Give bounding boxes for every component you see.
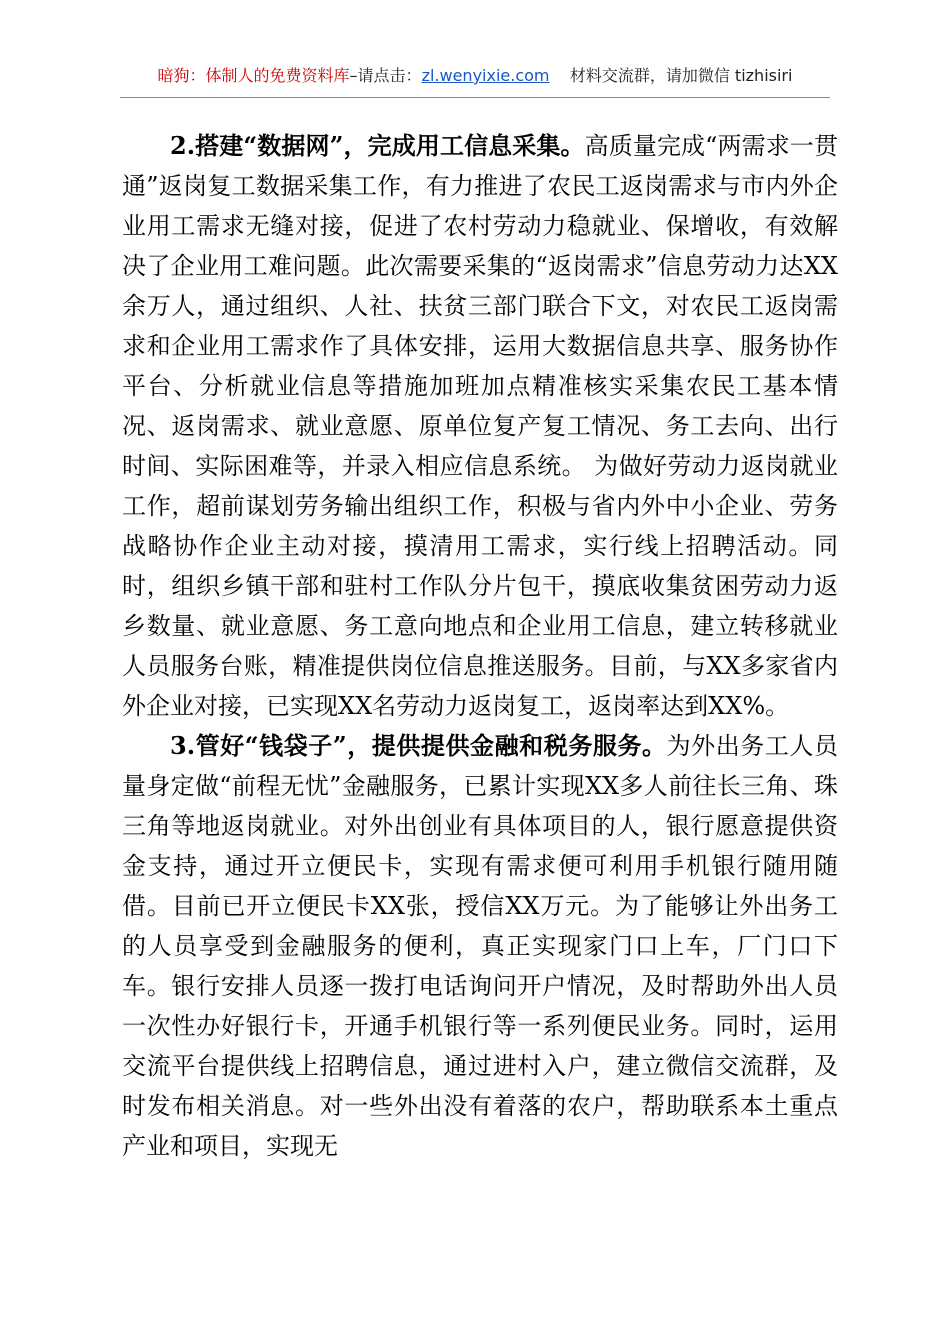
paragraph-finance-services [122, 726, 838, 1166]
paragraph-heading: 3.管好“钱袋子”，提供提供金融和税务服务。 [170, 731, 667, 760]
header-site-name: 暗狗：体制人的免费资料库 [157, 66, 350, 85]
paragraph-heading: 2.搭建“数据网”，完成用工信息采集。 [170, 131, 585, 160]
paragraph-text: 高质量完成“两需求一贯通”返岗复工数据采集工作，有力推进了农民工返岗需求与市内外企业用工需求无缝对接，促进了农村劳动力稳就业、保增收，有效解决了企业用工难问题。此次需要采集的“返岗需求”信息劳动力达XX余万人，通过组织、人社、扶贫三部门联合下文，对农民工返岗需求和企业用工需求作了具体安排，运用大数据信息共享、服务协作平台、分析就业信息等措施加班加点精准核实采集农民工基本情况、返岗需求、就业意愿、原单位复产复工情况、务工去向、出行时间、实际困难等，并录入相应信息系统。 为做好劳动力返岗就业工作，超前谋划劳务输出组织工作，积极与省内外中小企业、劳务战略协作企业主动对接，摸清用工需求，实行线上招聘活动。同时，组织乡镇干部和驻村工作队分片包干，摸底收集贫困劳动力返乡数量、就业意愿、务工意向地点和企业用工信息，建立转移就业人员服务台账，精准提供岗位信息推送服务。目前，与XX多家省内外企业对接，已实现XX名劳动力返岗复工，返岗率达到XX%。 [122, 132, 838, 720]
page-header [0, 64, 950, 88]
header-click-prompt: –请点击： [349, 66, 422, 85]
header-url-link[interactable]: zl.wenyixie.com [421, 66, 550, 85]
header-wechat-note: 材料交流群，请加微信 tizhisiri [569, 66, 793, 85]
document-body [122, 126, 838, 1166]
paragraph-text: 为外出务工人员量身定做“前程无忧”金融服务，已累计实现XX多人前往长三角、珠三角等地返岗就业。对外出创业有具体项目的人，银行愿意提供资金支持，通过开立便民卡，实现有需求便可利用手机银行随用随借。目前已开立便民卡XX张，授信XX万元。为了能够让外出务工的人员享受到金融服务的便利，真正实现家门口上车，厂门口下车。银行安排人员逐一拨打电话询问开户情况，及时帮助外出人员一次性办好银行卡，开通手机银行等一系列便民业务。同时，运用交流平台提供线上招聘信息，通过进村入户，建立微信交流群，及时发布相关消息。对一些外出没有着落的农户，帮助联系本土重点产业和项目，实现无 [122, 732, 838, 1160]
paragraph-data-collection [122, 126, 838, 726]
header-divider [120, 97, 830, 98]
